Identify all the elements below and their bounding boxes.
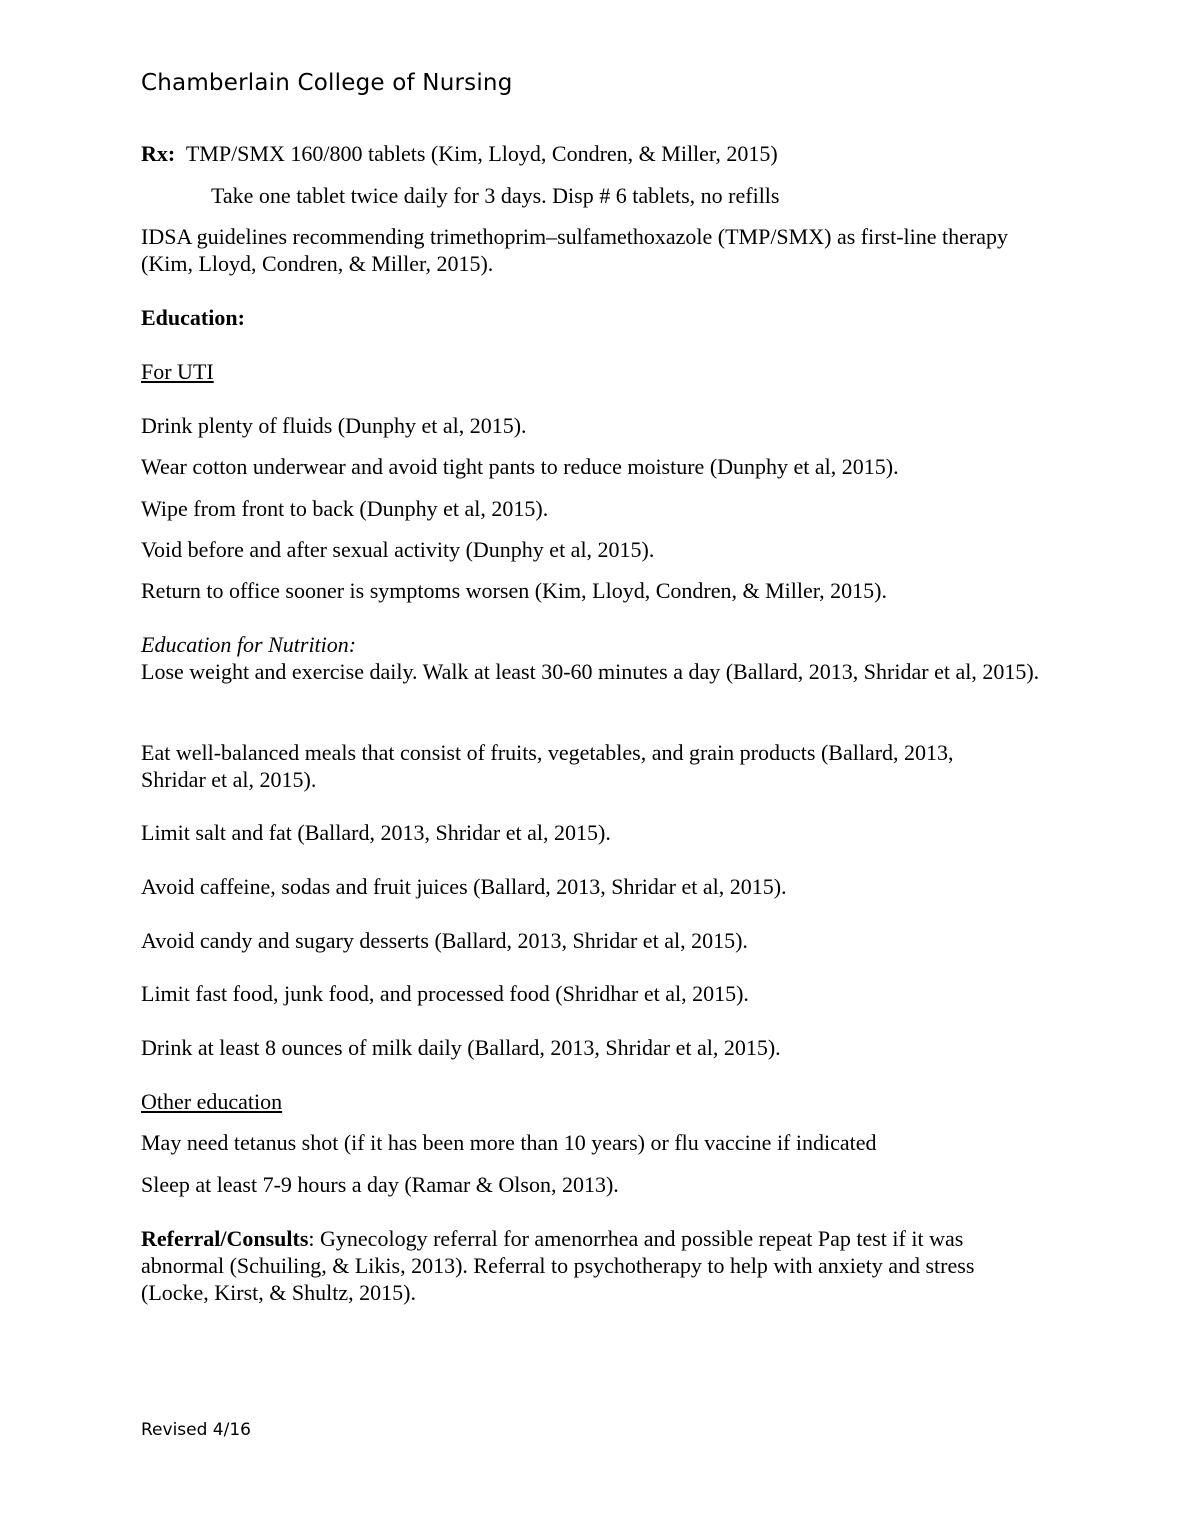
- nutrition-item: Avoid candy and sugary desserts (Ballard, 2013, Shridar et al, 2015).: [141, 928, 748, 953]
- uti-item: Drink plenty of fluids (Dunphy et al, 2015).: [141, 413, 527, 438]
- other-education-heading: Other education: [141, 1089, 283, 1114]
- uti-item: Wear cotton underwear and avoid tight pants to reduce moisture (Dunphy et al, 2015).: [141, 454, 899, 479]
- uti-item: Wipe from front to back (Dunphy et al, 2015).: [141, 496, 549, 521]
- uti-heading: For UTI: [141, 359, 214, 384]
- uti-item: Return to office sooner is symptoms worsen (Kim, Lloyd, Condren, & Miller, 2015).: [141, 578, 888, 603]
- nutrition-item: Lose weight and exercise daily. Walk at least 30-60 minutes a day (Ballard, 2013, Shridar et al, 2015).: [141, 659, 1040, 684]
- referral-paragraph: [141, 1225, 1041, 1306]
- rx-directions: Take one tablet twice daily for 3 days. Disp # 6 tablets, no refills: [211, 183, 780, 208]
- nutrition-item: Drink at least 8 ounces of milk daily (Ballard, 2013, Shridar et al, 2015).: [141, 1035, 781, 1060]
- page-header-title: Chamberlain College of Nursing: [141, 70, 513, 96]
- uti-item: Void before and after sexual activity (Dunphy et al, 2015).: [141, 537, 655, 562]
- rx-line: [141, 140, 1041, 167]
- nutrition-item: Eat well-balanced meals that consist of fruits, vegetables, and grain products (Ballard, 2013, Shridar et al, 2015).: [141, 740, 954, 792]
- nutrition-heading: Education for Nutrition:: [141, 632, 357, 657]
- education-heading: Education:: [141, 305, 245, 330]
- nutrition-item: Avoid caffeine, sodas and fruit juices (Ballard, 2013, Shridar et al, 2015).: [141, 874, 787, 899]
- referral-label: Referral/Consults: [141, 1226, 309, 1251]
- page-footer-revised: Revised 4/16: [141, 1420, 251, 1440]
- other-education-item: May need tetanus shot (if it has been more than 10 years) or flu vaccine if indicated: [141, 1130, 877, 1155]
- nutrition-item: Limit salt and fat (Ballard, 2013, Shridar et al, 2015).: [141, 820, 611, 845]
- rx-prescription: TMP/SMX 160/800 tablets (Kim, Lloyd, Condren, & Miller, 2015): [185, 141, 778, 166]
- rx-rationale: IDSA guidelines recommending trimethoprim–sulfamethoxazole (TMP/SMX) as first-line therapy (Kim, Lloyd, Condren, & Miller, 2015).: [141, 224, 1008, 276]
- other-education-item: Sleep at least 7-9 hours a day (Ramar & Olson, 2013).: [141, 1172, 619, 1197]
- nutrition-item: Limit fast food, junk food, and processed food (Shridhar et al, 2015).: [141, 981, 749, 1006]
- rx-label: Rx:: [141, 141, 176, 166]
- referral-text: : Gynecology referral for amenorrhea and possible repeat Pap test if it was abnormal (Schuiling, & Likis, 2013). Referral to psychotherapy to help with anxiety and stress (Locke, Kirst, & Shultz, 2015).: [141, 1226, 975, 1305]
